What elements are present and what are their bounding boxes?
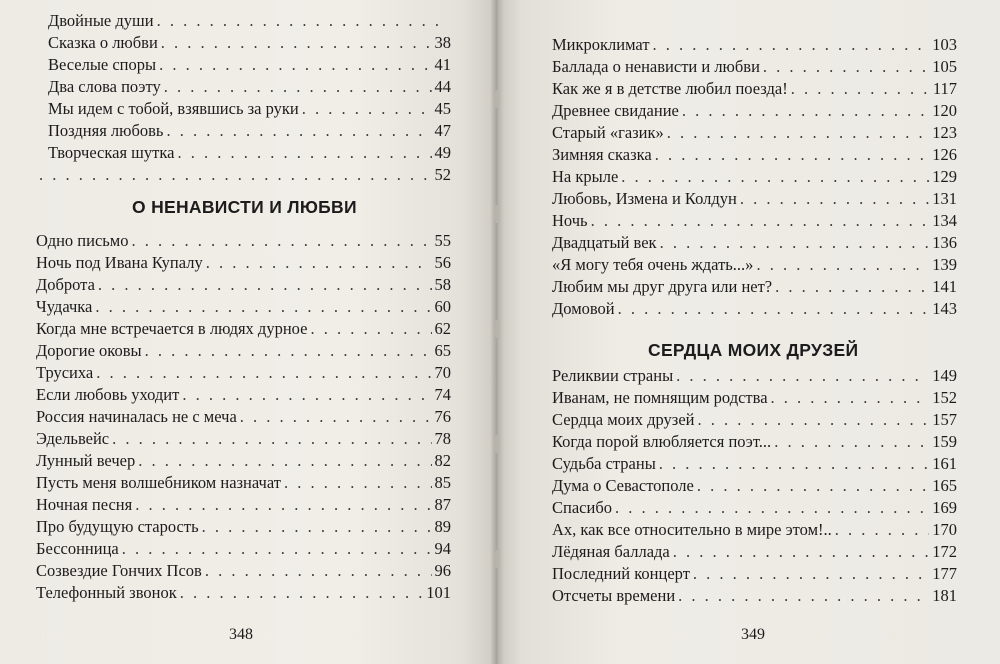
toc-entry-page-number: 123: [932, 123, 957, 142]
toc-leader-dots: [774, 431, 929, 453]
toc-leader-dots: [205, 560, 432, 582]
toc-leader-dots: [771, 387, 930, 409]
toc-leader-dots: [682, 100, 929, 122]
toc-leader-dots: [673, 541, 930, 563]
toc-entry: [36, 54, 451, 76]
toc-entry-page-number: 169: [932, 498, 957, 517]
toc-entry: [36, 274, 451, 296]
toc-leader-dots: [621, 166, 929, 188]
toc-entry: [36, 384, 451, 406]
toc-entry-title: Любовь, Измена и Колдун: [552, 189, 737, 208]
toc-entry: [552, 541, 957, 563]
toc-entry: [36, 318, 451, 340]
toc-entry-title: Зимняя сказка: [552, 145, 652, 164]
toc-leader-dots: [132, 230, 432, 252]
toc-leader-dots: [145, 340, 432, 362]
binding-stitch: [495, 550, 499, 568]
toc-entry-title: Ночь под Ивана Купалу: [36, 253, 203, 272]
toc-entry-page-number: 56: [434, 253, 451, 272]
toc-entry-page-number: 152: [932, 388, 957, 407]
toc-leader-dots: [95, 296, 431, 318]
toc-entry-title: Если любовь уходит: [36, 385, 180, 404]
toc-entry-title: Двойные души: [48, 11, 154, 30]
toc-entry-page-number: 141: [932, 277, 957, 296]
toc-entry-title: Микроклимат: [552, 35, 650, 54]
toc-leader-dots: [591, 210, 930, 232]
toc-leader-dots: [177, 142, 431, 164]
toc-entry-title: Одно письмо: [36, 231, 129, 250]
toc-leader-dots: [835, 519, 929, 541]
toc-entry-page-number: 172: [932, 542, 957, 561]
toc-list-right-section: [552, 365, 957, 607]
toc-entry-page-number: 129: [932, 167, 957, 186]
toc-leader-dots: [660, 232, 930, 254]
toc-entry-title: Чудачка: [36, 297, 93, 316]
toc-entry-page-number: 38: [434, 33, 451, 52]
toc-entry-page-number: 78: [434, 429, 451, 448]
toc-leader-dots: [655, 144, 930, 166]
toc-leader-dots: [775, 276, 929, 298]
toc-entry-page-number: 161: [932, 454, 957, 473]
toc-leader-dots: [182, 384, 431, 406]
toc-entry-title: Эдельвейс: [36, 429, 110, 448]
toc-leader-dots: [615, 497, 929, 519]
toc-entry-page-number: 159: [932, 432, 957, 451]
toc-entry-title: Созвездие Гончих Псов: [36, 561, 202, 580]
toc-entry-page-number: 103: [932, 35, 957, 54]
toc-entry-title: Про будущую старость: [36, 517, 199, 536]
toc-entry: [36, 10, 451, 32]
toc-list-right-top: [552, 34, 957, 320]
toc-entry-page-number: 45: [434, 99, 451, 118]
toc-entry: [552, 210, 957, 232]
toc-entry-page-number: 126: [932, 145, 957, 164]
toc-entry-page-number: 44: [434, 77, 451, 96]
toc-entry: [552, 298, 957, 320]
toc-entry: [552, 34, 957, 56]
page-number-right: 349: [741, 626, 765, 643]
toc-entry: [36, 428, 451, 450]
toc-leader-dots: [697, 409, 929, 431]
toc-entry: [552, 276, 957, 298]
toc-entry: [552, 431, 957, 453]
toc-leader-dots: [122, 538, 432, 560]
toc-leader-dots: [618, 298, 930, 320]
toc-entry: [36, 142, 451, 164]
toc-entry: [36, 32, 451, 54]
toc-entry-title: Отсчеты времени: [552, 586, 676, 605]
toc-leader-dots: [676, 365, 929, 387]
toc-entry-title: Пусть меня волшебником назначат: [36, 473, 281, 492]
toc-entry: [36, 120, 451, 142]
toc-list-left-section: [36, 230, 451, 604]
toc-leader-dots: [667, 122, 929, 144]
toc-entry-page-number: 49: [434, 143, 451, 162]
toc-entry: [36, 362, 451, 384]
toc-leader-dots: [756, 254, 929, 276]
toc-list-left-top: [36, 10, 451, 186]
toc-entry-title: Телефонный звонок: [36, 583, 177, 602]
toc-leader-dots: [157, 10, 448, 32]
toc-entry-page-number: 55: [434, 231, 451, 250]
toc-entry-page-number: 76: [434, 407, 451, 426]
toc-entry-title: Доброта: [36, 275, 95, 294]
toc-entry-title: Двадцатый век: [552, 233, 657, 252]
toc-entry-title: Когда порой влюбляется поэт...: [552, 432, 772, 451]
toc-entry: [36, 516, 451, 538]
toc-entry: [36, 252, 451, 274]
toc-leader-dots: [159, 54, 431, 76]
toc-entry: [552, 56, 957, 78]
toc-entry-page-number: 117: [932, 79, 957, 98]
toc-entry-title: Веселые споры: [48, 55, 157, 74]
toc-entry: [552, 100, 957, 122]
toc-entry-title: Дорогие оковы: [36, 341, 142, 360]
toc-leader-dots: [697, 475, 929, 497]
page-number-left: 348: [229, 626, 253, 643]
toc-leader-dots: [39, 164, 432, 186]
toc-entry-title: Домовой: [552, 299, 615, 318]
toc-leader-dots: [763, 56, 929, 78]
toc-entry-title: Ночь: [552, 211, 588, 230]
toc-leader-dots: [740, 188, 929, 210]
toc-entry-page-number: 134: [932, 211, 957, 230]
toc-entry: [552, 188, 957, 210]
toc-entry-page-number: 96: [434, 561, 451, 580]
toc-entry-title: Два слова поэту: [48, 77, 161, 96]
toc-entry-page-number: 101: [426, 583, 451, 602]
toc-entry-page-number: 52: [434, 165, 451, 184]
toc-entry-page-number: 181: [932, 586, 957, 605]
section-heading-hearts-of-my-friends: СЕРДЦА МОИХ ДРУЗЕЙ: [648, 340, 859, 360]
toc-entry-page-number: 105: [932, 57, 957, 76]
toc-entry-page-number: 94: [434, 539, 451, 558]
toc-entry-page-number: 70: [434, 363, 451, 382]
toc-leader-dots: [164, 76, 432, 98]
toc-leader-dots: [206, 252, 432, 274]
toc-entry: [36, 472, 451, 494]
toc-entry: [36, 450, 451, 472]
toc-entry-title: Трусиха: [36, 363, 94, 382]
toc-entry: [552, 166, 957, 188]
toc-entry-title: «Я могу тебя очень ждать...»: [552, 255, 754, 274]
toc-leader-dots: [135, 494, 431, 516]
toc-entry-page-number: 47: [434, 121, 451, 140]
toc-entry-page-number: 170: [932, 520, 957, 539]
toc-entry-page-number: 62: [434, 319, 451, 338]
binding-stitch: [495, 205, 499, 223]
toc-leader-dots: [310, 318, 431, 340]
toc-entry: [552, 409, 957, 431]
toc-leader-dots: [693, 563, 929, 585]
toc-entry-title: Любим мы друг друга или нет?: [552, 277, 773, 296]
toc-entry-title: Иванам, не помнящим родства: [552, 388, 768, 407]
binding-stitch: [495, 320, 499, 338]
toc-entry-title: Творческая шутка: [48, 143, 175, 162]
toc-entry: [36, 340, 451, 362]
toc-entry-page-number: 85: [434, 473, 451, 492]
toc-entry: [552, 585, 957, 607]
binding-stitch: [495, 90, 499, 108]
toc-leader-dots: [653, 34, 930, 56]
toc-entry-title: Спасибо: [552, 498, 612, 517]
toc-entry-page-number: 120: [932, 101, 957, 120]
toc-entry: [36, 230, 451, 252]
toc-leader-dots: [284, 472, 432, 494]
toc-entry: [36, 76, 451, 98]
toc-entry: [552, 365, 957, 387]
toc-entry-page-number: 157: [932, 410, 957, 429]
toc-entry-title: Реликвии страны: [552, 366, 674, 385]
toc-entry: [552, 497, 957, 519]
toc-entry-title: Бессонница: [36, 539, 119, 558]
toc-entry: [36, 98, 451, 120]
toc-entry-title: Россия начиналась не с меча: [36, 407, 237, 426]
toc-entry-page-number: 87: [434, 495, 451, 514]
toc-entry-title: Судьба страны: [552, 454, 656, 473]
toc-entry-title: Сказка о любви: [48, 33, 158, 52]
toc-entry: [552, 122, 957, 144]
toc-entry: [36, 538, 451, 560]
toc-leader-dots: [659, 453, 929, 475]
toc-entry-title: Когда мне встречается в людях дурное: [36, 319, 308, 338]
toc-entry-page-number: 131: [932, 189, 957, 208]
toc-entry: [36, 164, 451, 186]
toc-entry-page-number: 149: [932, 366, 957, 385]
toc-entry-title: Лёдяная баллада: [552, 542, 670, 561]
toc-entry-title: Ах, как все относительно в мире этом!..: [552, 520, 832, 539]
toc-entry-title: Как же я в детстве любил поезда!: [552, 79, 788, 98]
toc-entry-title: Древнее свидание: [552, 101, 679, 120]
toc-entry-page-number: 58: [434, 275, 451, 294]
toc-leader-dots: [202, 516, 432, 538]
toc-entry-page-number: 82: [434, 451, 451, 470]
toc-entry-page-number: 60: [434, 297, 451, 316]
toc-entry: [36, 406, 451, 428]
toc-leader-dots: [166, 120, 431, 142]
toc-entry: [552, 475, 957, 497]
toc-leader-dots: [98, 274, 432, 296]
toc-entry: [36, 560, 451, 582]
toc-entry: [552, 519, 957, 541]
toc-entry-page-number: 136: [932, 233, 957, 252]
toc-entry-page-number: 65: [434, 341, 451, 360]
toc-leader-dots: [138, 450, 431, 472]
toc-leader-dots: [180, 582, 424, 604]
toc-entry: [36, 582, 451, 604]
toc-entry-page-number: 139: [932, 255, 957, 274]
toc-leader-dots: [791, 78, 930, 100]
toc-leader-dots: [96, 362, 431, 384]
toc-entry-title: Лунный вечер: [36, 451, 136, 470]
toc-entry-page-number: 89: [434, 517, 451, 536]
toc-leader-dots: [112, 428, 431, 450]
toc-entry-title: Баллада о ненависти и любви: [552, 57, 760, 76]
toc-entry-title: Поздняя любовь: [48, 121, 164, 140]
toc-leader-dots: [161, 32, 432, 54]
section-heading-hate-and-love: О НЕНАВИСТИ И ЛЮБВИ: [132, 197, 357, 217]
toc-leader-dots: [678, 585, 929, 607]
toc-entry-page-number: 165: [932, 476, 957, 495]
toc-entry: [552, 254, 957, 276]
toc-entry-title: Старый «газик»: [552, 123, 664, 142]
toc-entry-title: На крыле: [552, 167, 619, 186]
toc-entry-page-number: 41: [434, 55, 451, 74]
binding-stitch: [495, 435, 499, 453]
toc-entry-page-number: 177: [932, 564, 957, 583]
toc-leader-dots: [240, 406, 432, 428]
toc-entry-page-number: 143: [932, 299, 957, 318]
toc-leader-dots: [302, 98, 432, 120]
toc-entry: [552, 144, 957, 166]
toc-entry: [36, 296, 451, 318]
toc-entry-title: Дума о Севастополе: [552, 476, 694, 495]
toc-entry: [552, 563, 957, 585]
toc-entry: [552, 78, 957, 100]
toc-entry-title: Мы идем с тобой, взявшись за руки: [48, 99, 299, 118]
toc-entry: [552, 387, 957, 409]
toc-entry: [552, 232, 957, 254]
toc-entry-page-number: 74: [434, 385, 451, 404]
toc-entry-title: Последний концерт: [552, 564, 690, 583]
toc-entry-title: Сердца моих друзей: [552, 410, 695, 429]
toc-entry: [552, 453, 957, 475]
left-page: [0, 0, 496, 664]
toc-entry-title: Ночная песня: [36, 495, 133, 514]
toc-entry: [36, 494, 451, 516]
